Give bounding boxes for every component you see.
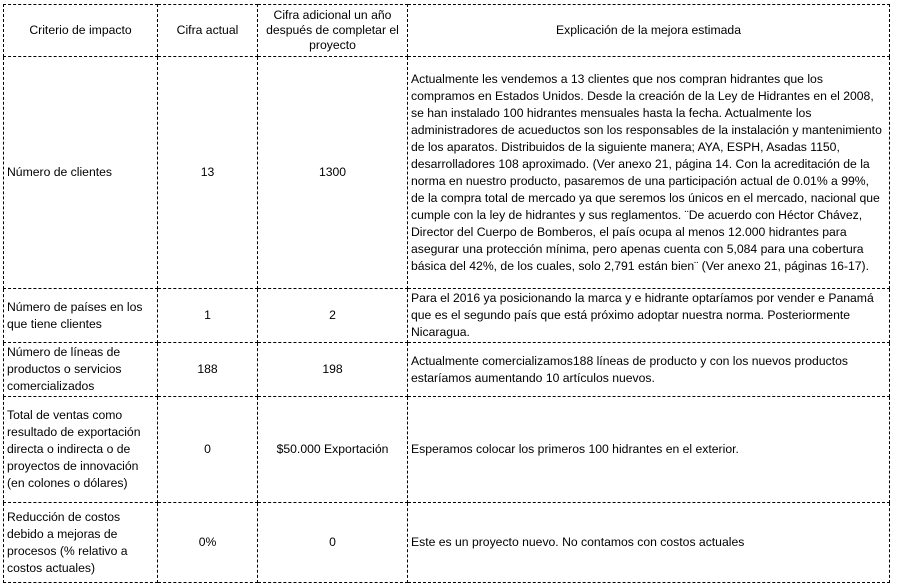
row-criterio: Reducción de costos debido a mejoras de procesos (% relativo a costos actuales) [4, 503, 158, 583]
row-criterio: Total de ventas como resultado de exportación directa o indirecta o de proyectos de innovación (en colones o dólares) [4, 397, 158, 503]
impact-table [3, 4, 890, 583]
row-cifra-adicional: 0 [258, 503, 408, 583]
row-explicacion: Actualmente comercializamos188 líneas de producto y con los nuevos productos estaríamos aumentando 10 artículos nuevos. [408, 343, 890, 397]
table-row [4, 503, 890, 583]
row-explicacion: Este es un proyecto nuevo. No contamos con costos actuales [408, 503, 890, 583]
table-header-row [4, 5, 890, 57]
row-criterio: Número de países en los que tiene clientes [4, 289, 158, 343]
row-cifra-adicional: $50.000 Exportación [258, 397, 408, 503]
row-cifra-actual: 1 [158, 289, 258, 343]
header-cifra-actual: Cifra actual [158, 5, 258, 57]
row-cifra-actual: 0 [158, 397, 258, 503]
row-cifra-adicional: 198 [258, 343, 408, 397]
row-criterio: Número de líneas de productos o servicios comercializados [4, 343, 158, 397]
table-row [4, 397, 890, 503]
table-row [4, 57, 890, 289]
row-explicacion: Actualmente les vendemos a 13 clientes que nos compran hidrantes que los compramos en Estados Unidos. Desde la creación de la Ley de Hidrantes en el 2008, se han instalado 100 hidrantes mensuales hasta la fecha. Actualmente los administradores de acueductos son los responsables de la instalación y mantenimiento de los aparatos. Distribuidos de la siguiente manera; AYA, ESPH, Asadas 1150, desarrolladores 108 aproximado. (Ver anexo 21, página 14. Con la acreditación de la norma en nuestro producto, pasaremos de una participación actual de 0.01% a 99%, de la compra total de mercado ya que seremos los únicos en el mercado, nacional que cumple con la ley de hidrantes y sus reglamentos. ¨De acuerdo con Héctor Chávez, Director del Cuerpo de Bomberos, el país ocupa al menos 12.000 hidrantes para asegurar una protección mínima, pero apenas cuenta con 5,084 para una cobertura básica del 42%, de los cuales, solo 2,791 están bien¨ (Ver anexo 21, páginas 16-17). [408, 57, 890, 289]
row-cifra-actual: 188 [158, 343, 258, 397]
row-cifra-actual: 13 [158, 57, 258, 289]
row-cifra-actual: 0% [158, 503, 258, 583]
row-cifra-adicional: 2 [258, 289, 408, 343]
table-row [4, 343, 890, 397]
row-explicacion: Esperamos colocar los primeros 100 hidrantes en el exterior. [408, 397, 890, 503]
header-criterio: Criterio de impacto [4, 5, 158, 57]
row-criterio: Número de clientes [4, 57, 158, 289]
row-explicacion: Para el 2016 ya posicionando la marca y e hidrante optaríamos por vender e Panamá que es el segundo país que está próximo adoptar nuestra norma. Posteriormente Nicaragua. [408, 289, 890, 343]
header-cifra-adicional: Cifra adicional un año después de completar el proyecto [258, 5, 408, 57]
row-cifra-adicional: 1300 [258, 57, 408, 289]
header-explicacion: Explicación de la mejora estimada [408, 5, 890, 57]
table-row [4, 289, 890, 343]
